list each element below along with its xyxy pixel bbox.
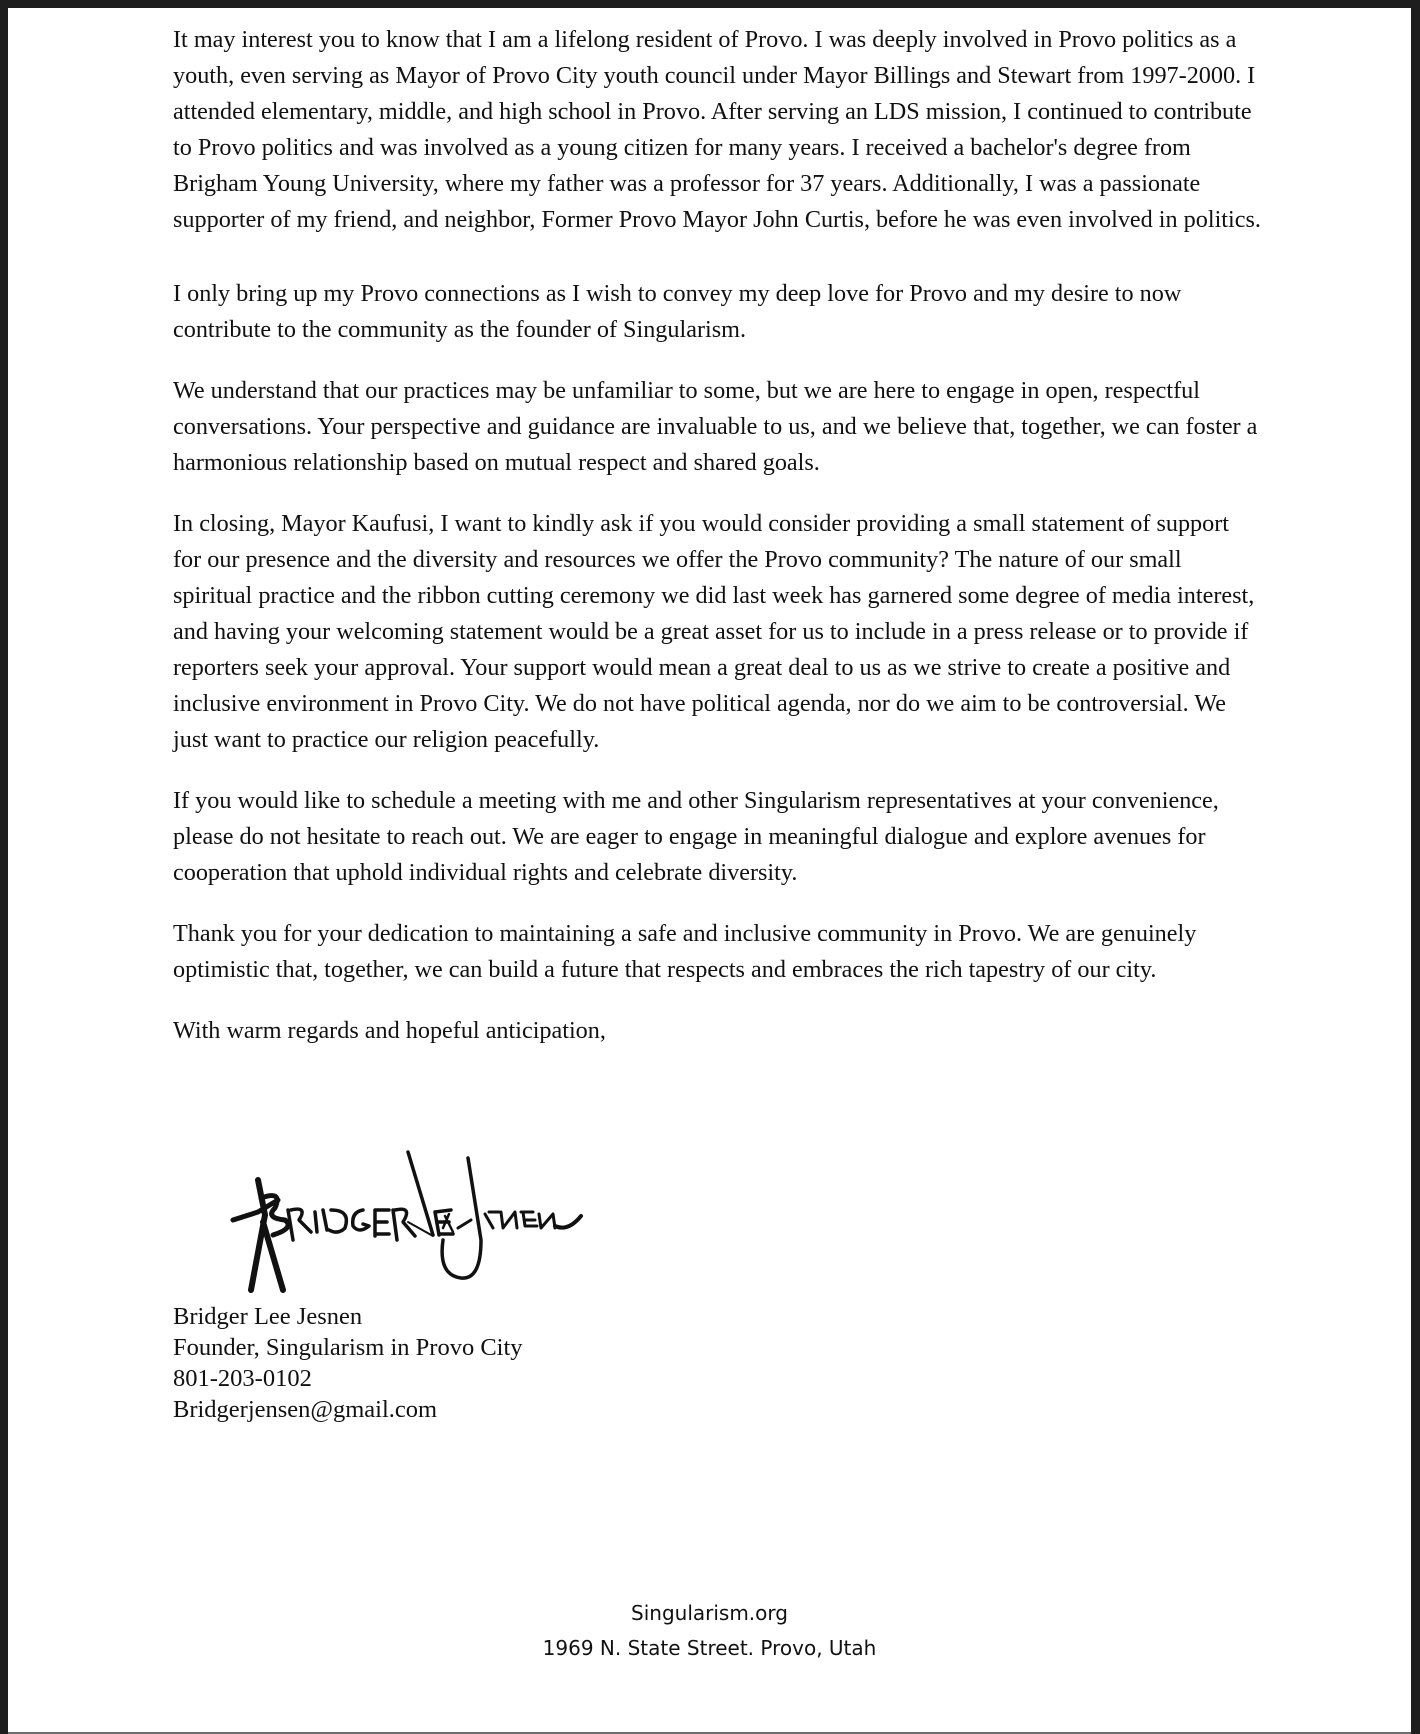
document-page [8,8,1411,1734]
paragraph-schedule-meeting: If you would like to schedule a meeting with me and other Singularism representatives at your convenience, please do not hesitate to reach out. We are eager to engage in meaningful dialogue and explore avenues for cooperation that uphold individual rights and celebrate diversity. [173,787,1219,886]
footer-website: Singularism.org [631,1601,788,1625]
signer-email: Bridgerjensen@gmail.com [173,1396,438,1423]
paragraph-open-conversations: We understand that our practices may be unfamiliar to some, but we are here to engage in open, respectful conversations. Your perspective and guidance are invaluable to us, and we believe that, together, we can foster a harmonious relationship based on mutual respect and shared goals. [173,377,1258,476]
footer-address: 1969 N. State Street. Provo, Utah [542,1636,877,1660]
signer-title: Founder, Singularism in Provo City [173,1334,523,1361]
letter-body [173,22,1263,1074]
closing-salutation: With warm regards and hopeful anticipation, [173,1017,606,1044]
paragraph-thank-you: Thank you for your dedication to maintaining a safe and inclusive community in Provo. We are genuinely optimistic that, together, we can build a future that respects and embraces the rich tapestry of our city. [173,920,1197,983]
signer-name: Bridger Lee Jesnen [173,1303,363,1330]
paragraph-background: It may interest you to know that I am a lifelong resident of Provo. I was deeply involved in Provo politics as a youth, even serving as Mayor of Provo City youth council under Mayor Billings and Stewart from 1997-2000. I attended elementary, middle, and high school in Provo. After serving an LDS mission, I continued to contribute to Provo politics and was involved as a young citizen for many years. I received a bachelor's degree from Brigham Young University, where my father was a professor for 37 years. Additionally, I was a passionate supporter of my friend, and neighbor, Former Provo Mayor John Curtis, before he was even involved in politics. [173,26,1261,233]
signature-block [173,1301,523,1425]
signer-phone: 801-203-0102 [173,1365,312,1392]
paragraph-request-statement: In closing, Mayor Kaufusi, I want to kindly ask if you would consider providing a small statement of support for our presence and the diversity and resources we offer the Provo community? The nature of our small spiritual practice and the ribbon cutting ceremony we did last week has garnered some degree of media interest, and having your welcoming statement would be a great asset for us to include in a press release or to provide if reporters seek your approval. Your support would mean a great deal to us as we strive to create a positive and inclusive environment in Provo City. We do not have political agenda, nor do we aim to be controversial. We just want to practice our religion peacefully. [173,510,1255,753]
handwritten-signature [203,1140,603,1300]
paragraph-provo-connections: I only bring up my Provo connections as I wish to convey my deep love for Provo and my desire to now contribute to the community as the founder of Singularism. [173,280,1182,343]
page-footer [8,1596,1411,1666]
